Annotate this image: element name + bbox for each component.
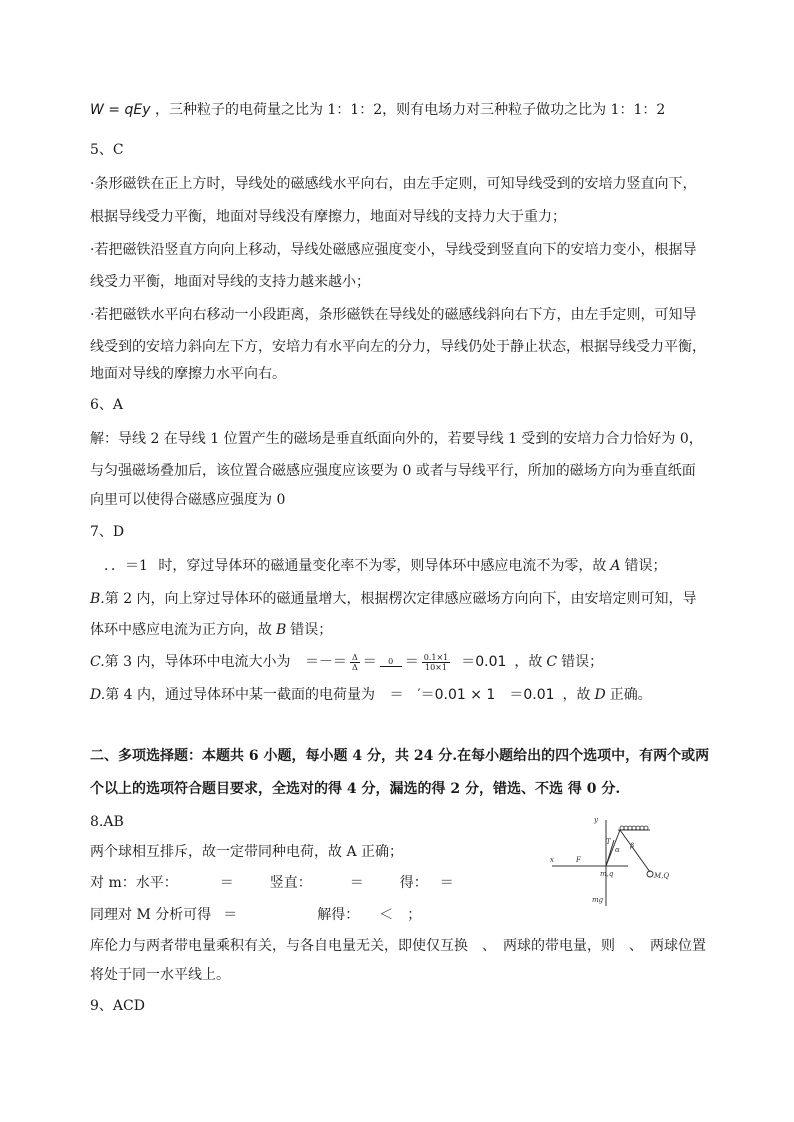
q7-a-end: 错误； xyxy=(624,558,667,574)
text: ，三种粒子的电荷量之比为 1：1：2，则有电场力对三种粒子做功之比为 1：1：2 xyxy=(154,102,666,118)
q7-c-text: 第 3 内，导体环中电流大小为 xyxy=(104,654,291,670)
q7-option-a xyxy=(90,557,667,575)
label-x: x xyxy=(550,856,554,864)
text: 解得： xyxy=(317,907,360,923)
q7-a-option: A xyxy=(610,558,621,574)
q7-option-c: C.第 3 内，导体环中电流大小为 ＝－＝ $\frac{\Delta}{\Delta}$ ＝ 0 ＝ $\frac{0.1\times 1}{10\times 1}$ ＝0.01 ，故 C 错误； xyxy=(90,652,604,672)
label-MQ: M,Q xyxy=(654,872,670,880)
force-diagram xyxy=(548,812,678,912)
q6-text: 与匀强磁场叠加后，该位置合磁感应强度应该要为 0 或者与导线平行，所加的磁场方向为垂直纸面 xyxy=(90,463,696,479)
q8-heading: 8.AB xyxy=(90,814,124,830)
formula-work: W = qEy xyxy=(90,102,151,118)
q5-text: ·若把磁铁水平向右移动一小段距离，条形磁铁在导线处的磁感线斜向右下方，由左手定则，可知导 xyxy=(90,307,697,323)
q7-c-eq: ＝－＝ xyxy=(304,654,347,670)
q5-text: 地面对导线的摩擦力水平向右。 xyxy=(90,366,286,382)
label-y: y xyxy=(594,816,598,824)
q6-text: 向里可以使得合磁感应强度为 0 xyxy=(90,492,286,508)
q7-option-b xyxy=(90,590,697,608)
q7-d-option: D xyxy=(594,687,606,703)
q7-d-label: D. xyxy=(90,687,106,703)
q7-option-b-cont xyxy=(90,621,332,639)
q8-text: 将处于同一水平线上。 xyxy=(90,967,230,983)
q7-d-end: 正确。 xyxy=(609,687,652,703)
q7-d-eq: ＝ ′＝0.01 × 1 ＝0.01 xyxy=(389,687,555,703)
text: ＝ xyxy=(439,875,454,891)
ceiling-hatch xyxy=(620,826,648,830)
section2-heading-cont: 个以上的选项符合题目要求，全选对的得 4 分，漏选的得 2 分，错选、不选 得 0 分. xyxy=(90,781,621,797)
q7-option-d xyxy=(90,686,652,704)
q7-c-result: ＝0.01 xyxy=(461,654,507,670)
q8-text xyxy=(90,874,454,892)
q7-b-option: B xyxy=(276,622,287,638)
q7-a-text: 时，穿过导体环的磁通量变化率不为零，则导体环中感应电流不为零，故 xyxy=(158,558,607,574)
text: ＜ ； xyxy=(379,907,422,923)
section2-heading: 二、多项选择题：本题共 6 小题，每小题 4 分，共 24 分.在每小题给出的四个选项中，有两个或两 xyxy=(90,748,710,764)
q8-text xyxy=(90,906,421,924)
text: ＝ xyxy=(223,907,238,923)
label-F: F xyxy=(576,856,581,864)
q7-c-label: C. xyxy=(90,654,105,670)
q7-heading: 7、D xyxy=(90,524,125,540)
q8-text: 两个球相互排斥，故一定带同种电荷，故 A 正确； xyxy=(90,844,404,860)
q7-c-option: C xyxy=(546,654,558,670)
text: ＝ xyxy=(219,875,234,891)
q6-heading: 6、A xyxy=(90,397,124,413)
q5-text: 根据导线受力平衡，地面对导线没有摩擦力，地面对导线的支持力大于重力； xyxy=(90,209,566,225)
label-beta: β xyxy=(630,842,635,850)
q5-text: 线受到的安培力斜向左下方，安培力有水平向左的分力，导线仍处于静止状态，根据导线受力平衡， xyxy=(90,339,706,355)
q7-b-end: 错误； xyxy=(290,622,333,638)
q5-text: ·条形磁铁在正上方时，导线处的磁感线水平向右，由左手定则，可知导线受到的安培力竖直向下， xyxy=(90,176,697,192)
q7-a-lead: ．．＝1 xyxy=(104,558,148,574)
label-T: T xyxy=(606,838,611,846)
q9-heading: 9、ACD xyxy=(90,998,145,1014)
text: 得： xyxy=(399,875,428,891)
q7-b-label: B. xyxy=(90,591,105,607)
q7-c-end: 错误； xyxy=(561,654,604,670)
q5-text: ·若把磁铁沿竖直方向向上移动，导线处磁感应强度变小，导线受到竖直向下的安培力变小，根据导 xyxy=(90,242,697,258)
fraction: $\frac{0.1\times 1}{10\times 1}$ xyxy=(423,652,449,672)
fraction: 0 xyxy=(380,657,402,667)
q7-b-text: 体环中感应电流为正方向，故 xyxy=(90,622,272,638)
q8-text: 库伦力与两者带电量乘积有关，与各自电量无关，即使仅互换 、 两球的带电量，则 、 两球位置 xyxy=(90,938,706,954)
q7-c-mid: ，故 xyxy=(514,654,543,670)
q7-d-mid: ，故 xyxy=(562,687,591,703)
line-work-ratio xyxy=(90,101,665,119)
text: 对 m：水平： xyxy=(90,875,178,891)
q5-text: 线受力平衡，地面对导线的支持力越来越小； xyxy=(90,274,370,290)
text: ＝ xyxy=(349,875,364,891)
fraction: $\frac{\Delta}{\Delta}$ xyxy=(351,652,358,672)
q6-text: 解：导线 2 在导线 1 位置产生的磁场是垂直纸面向外的，若要导线 1 受到的安培力合力恰好为 0， xyxy=(90,431,703,447)
q7-d-text: 第 4 内，通过导体环中某一截面的电荷量为 xyxy=(105,687,375,703)
label-alpha: α xyxy=(615,846,620,854)
text: 竖直： xyxy=(269,875,312,891)
text: 同理对 M 分析可得 xyxy=(90,907,212,923)
q5-heading: 5、C xyxy=(90,142,124,158)
label-mq: m,q xyxy=(600,870,614,878)
label-mg: mg xyxy=(592,896,604,904)
q7-b-text: 第 2 内，向上穿过导体环的磁通量增大，根据楞次定律感应磁场方向向下，由安培定则可知，导 xyxy=(104,591,697,607)
